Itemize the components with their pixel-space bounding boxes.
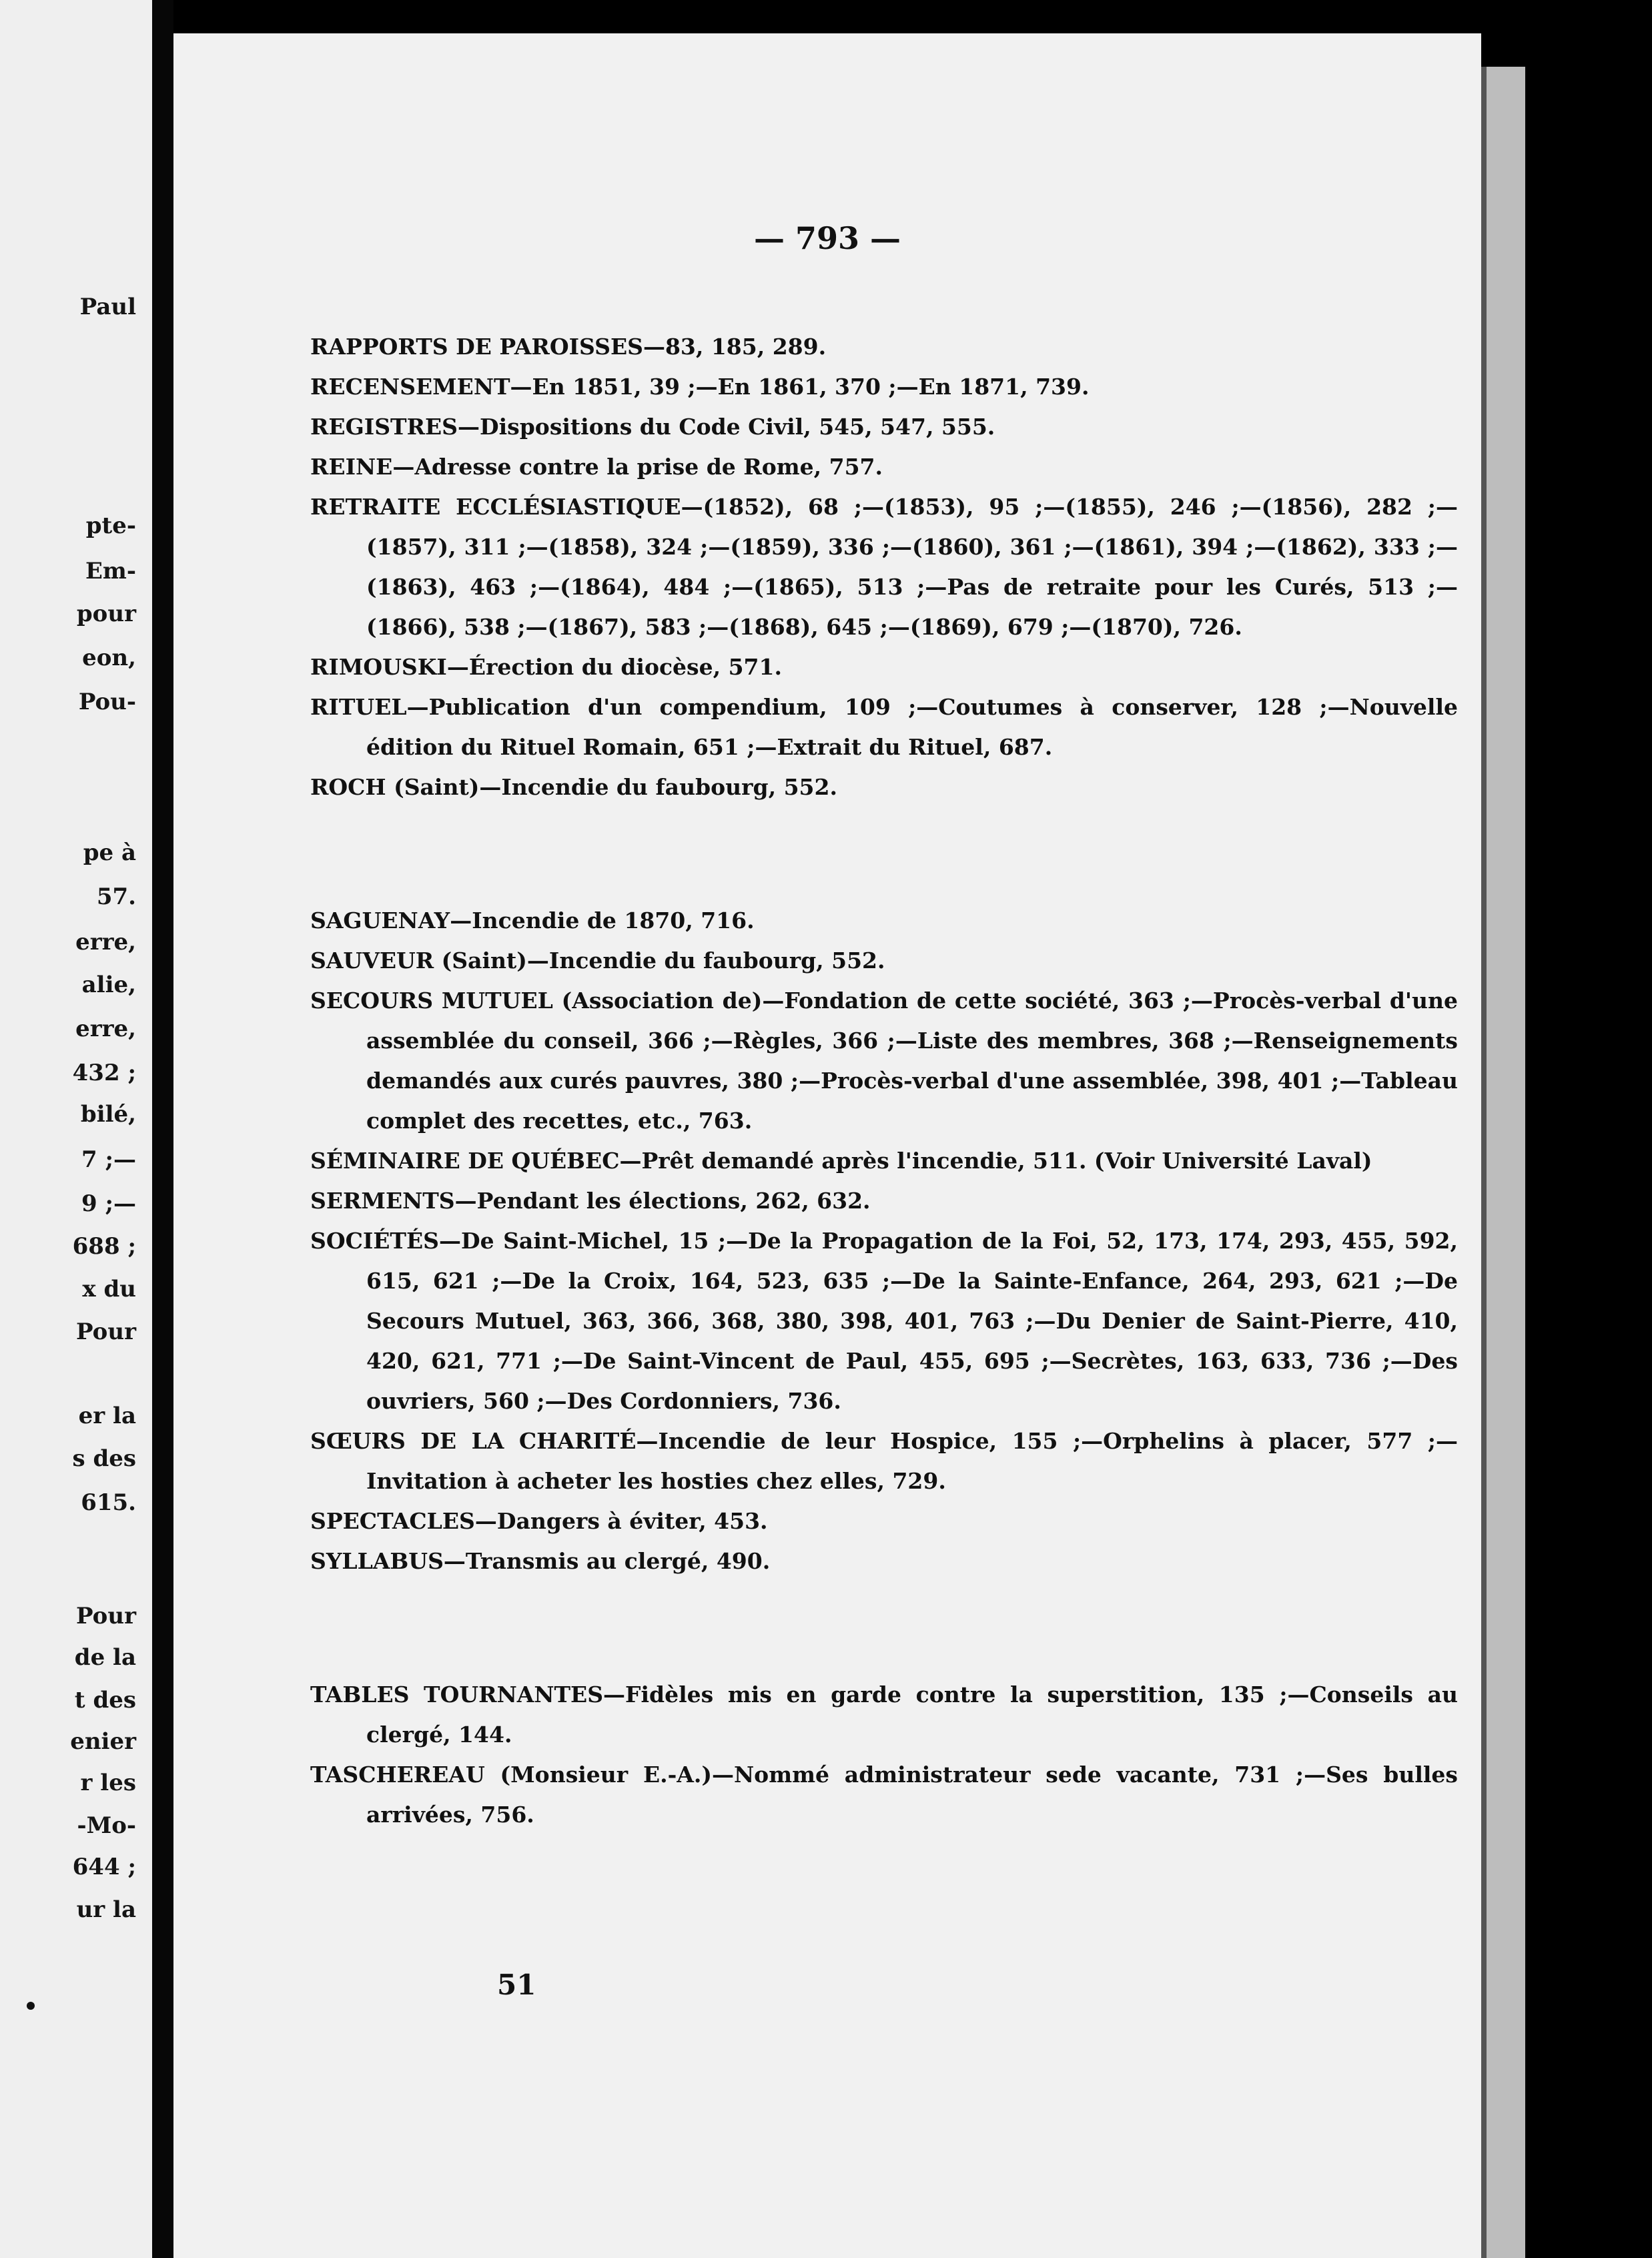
left-page-line: er la: [78, 1403, 136, 1429]
index-entry: [310, 1141, 1458, 1181]
index-entry: [310, 647, 1458, 687]
entry-heading: TABLES TOURNANTES: [310, 1681, 604, 1708]
index-entry: [310, 487, 1458, 647]
entry-references: —Incendie de 1870, 716.: [450, 907, 755, 933]
page-edge: [1481, 67, 1525, 2258]
entry-heading: REINE: [310, 454, 393, 480]
entry-references: —83, 185, 289.: [643, 334, 827, 360]
left-page-line: 615.: [81, 1489, 136, 1516]
index-entry: [310, 687, 1458, 767]
entry-heading: RITUEL: [310, 694, 407, 720]
left-page-line: 9 ;—: [81, 1190, 136, 1217]
entry-references: —Transmis au clergé, 490.: [443, 1548, 771, 1574]
entry-references: —Dispositions du Code Civil, 545, 547, 555.: [458, 414, 995, 440]
entry-references: —Dangers à éviter, 453.: [474, 1508, 768, 1534]
index-entry: [310, 767, 1458, 807]
left-page-line: 644 ;: [72, 1854, 136, 1880]
index-entry: [310, 327, 1458, 367]
left-page-line: pour: [76, 601, 136, 627]
entry-heading: RIMOUSKI: [310, 654, 447, 680]
left-page-line: erre,: [75, 1016, 136, 1042]
left-page-line: enier: [70, 1728, 136, 1755]
left-page-line: -Mo-: [77, 1812, 136, 1839]
entry-references: —Fidèles mis en garde contre la superstition, 135 ;—Conseils au clergé, 144.: [366, 1681, 1458, 1748]
entry-references: (Monsieur E.-A.)—Nommé administrateur sede vacante, 731 ;—Ses bulles arrivées, 756.: [366, 1762, 1458, 1828]
ink-dot: [27, 2002, 35, 2010]
entry-heading: ROCH (Saint): [310, 774, 480, 800]
index-entry: [310, 941, 1458, 981]
left-page-line: r les: [80, 1770, 136, 1796]
index-entry: [310, 901, 1458, 941]
index-entry: [310, 1501, 1458, 1541]
entry-references: —En 1851, 39 ;—En 1861, 370 ;—En 1871, 739.: [510, 374, 1090, 400]
entry-heading: TASCHEREAU: [310, 1762, 485, 1788]
entry-heading: SŒURS DE LA CHARITÉ: [310, 1428, 637, 1454]
entry-heading: SECOURS MUTUEL: [310, 988, 553, 1014]
left-page-line: Pour: [76, 1319, 136, 1345]
index-entry: [310, 1755, 1458, 1835]
left-page-line: 688 ;: [72, 1233, 136, 1260]
index-entry: [310, 1221, 1458, 1421]
entry-references: —Érection du diocèse, 571.: [446, 654, 782, 680]
entry-references: —Publication d'un compendium, 109 ;—Coutumes à conserver, 128 ;—Nouvelle édition du Rituel Romain, 651 ;—Extrait du Rituel, 687.: [366, 694, 1458, 760]
entry-heading: SAGUENAY: [310, 907, 450, 933]
entry-references: —Prêt demandé après l'incendie, 511. (Voir Université Laval): [619, 1148, 1372, 1174]
index-entry: [310, 1675, 1458, 1755]
left-page-line: eon,: [82, 645, 136, 671]
entry-heading: REGISTRES: [310, 414, 458, 440]
left-page-line: Em-: [85, 558, 136, 585]
section-gap: [310, 807, 1458, 901]
signature-mark: 51: [497, 1968, 536, 2001]
left-page-line: t des: [74, 1687, 136, 1714]
left-page-line: Paul: [79, 294, 136, 320]
index-entry: [310, 1421, 1458, 1501]
left-page-line: erre,: [75, 929, 136, 956]
entry-references: —Pendant les élections, 262, 632.: [454, 1188, 871, 1214]
left-page-line: 57.: [96, 883, 136, 910]
entry-heading: RAPPORTS DE PAROISSES: [310, 334, 643, 360]
entry-references: —(1852), 68 ;—(1853), 95 ;—(1855), 246 ;—(1856), 282 ;—(1857), 311 ;—(1858), 324 ;—(1859), 336 ;—(1860), 361 ;—(1861), 394 ;—(1862), 333 ;—(1863), 463 ;—(1864), 484 ;—(1865), 513 ;—Pas de retraite pour les Curés, 513 ;—(1866), 538 ;—(1867), 583 ;—(1868), 645 ;—(1869), 679 ;—(1870), 726.: [366, 494, 1458, 640]
left-page-line: bilé,: [80, 1101, 136, 1128]
index-entry: [310, 1181, 1458, 1221]
left-page-line: alie,: [81, 972, 136, 998]
left-page-line: 7 ;—: [81, 1146, 136, 1173]
index-entry: [310, 1541, 1458, 1581]
index-page: [173, 33, 1481, 2258]
entry-references: —Incendie du faubourg, 552.: [479, 774, 837, 800]
entry-heading: RETRAITE ECCLÉSIASTIQUE: [310, 494, 681, 520]
left-page-line: s des: [72, 1445, 136, 1472]
entry-references: —Adresse contre la prise de Rome, 757.: [392, 454, 883, 480]
left-page-line: pte-: [85, 512, 136, 539]
index-entries: [310, 327, 1458, 1835]
index-entry: [310, 447, 1458, 487]
entry-heading: RECENSEMENT: [310, 374, 510, 400]
entry-heading: SOCIÉTÉS: [310, 1228, 439, 1254]
entry-heading: SERMENTS: [310, 1188, 455, 1214]
left-page-line: pe à: [83, 839, 136, 866]
index-entry: [310, 367, 1458, 407]
entry-references: (Association de)—Fondation de cette société, 363 ;—Procès-verbal d'une assemblée du conseil, 366 ;—Règles, 366 ;—Liste des membres, 368 ;—Renseignements demandés aux curés pauvres, 380 ;—Procès-verbal d'une assemblée, 398, 401 ;—Tableau complet des recettes, etc., 763.: [366, 988, 1458, 1134]
left-page-line: Pou-: [78, 689, 136, 715]
left-page-line: Pour: [76, 1603, 136, 1629]
book-gutter: [152, 0, 173, 2258]
entry-references: —De Saint-Michel, 15 ;—De la Propagation de la Foi, 52, 173, 174, 293, 455, 592, 615, 621 ;—De la Croix, 164, 523, 635 ;—De la Sainte-Enfance, 264, 293, 621 ;—De Secours Mutuel, 363, 366, 368, 380, 398, 401, 763 ;—Du Denier de Saint-Pierre, 410, 420, 621, 771 ;—De Saint-Vincent de Paul, 455, 695 ;—Secrètes, 163, 633, 736 ;—Des ouvriers, 560 ;—Des Cordonniers, 736.: [366, 1228, 1458, 1414]
page-number: — 793 —: [753, 220, 901, 256]
left-page-line: x du: [82, 1276, 136, 1302]
entry-heading: SPECTACLES: [310, 1508, 475, 1534]
left-page-line: 432 ;: [72, 1060, 136, 1086]
left-page-fragment: [0, 0, 152, 2258]
index-entry: [310, 981, 1458, 1141]
entry-heading: SÉMINAIRE DE QUÉBEC: [310, 1148, 620, 1174]
entry-references: —Incendie de leur Hospice, 155 ;—Orphelins à placer, 577 ;—Invitation à acheter les hosties chez elles, 729.: [366, 1428, 1458, 1494]
index-entry: [310, 407, 1458, 447]
section-gap: [310, 1581, 1458, 1675]
entry-heading: SYLLABUS: [310, 1548, 444, 1574]
entry-heading: SAUVEUR (Saint): [310, 948, 527, 974]
entry-references: —Incendie du faubourg, 552.: [526, 948, 885, 974]
left-page-line: ur la: [76, 1896, 136, 1923]
left-page-line: de la: [74, 1644, 136, 1671]
